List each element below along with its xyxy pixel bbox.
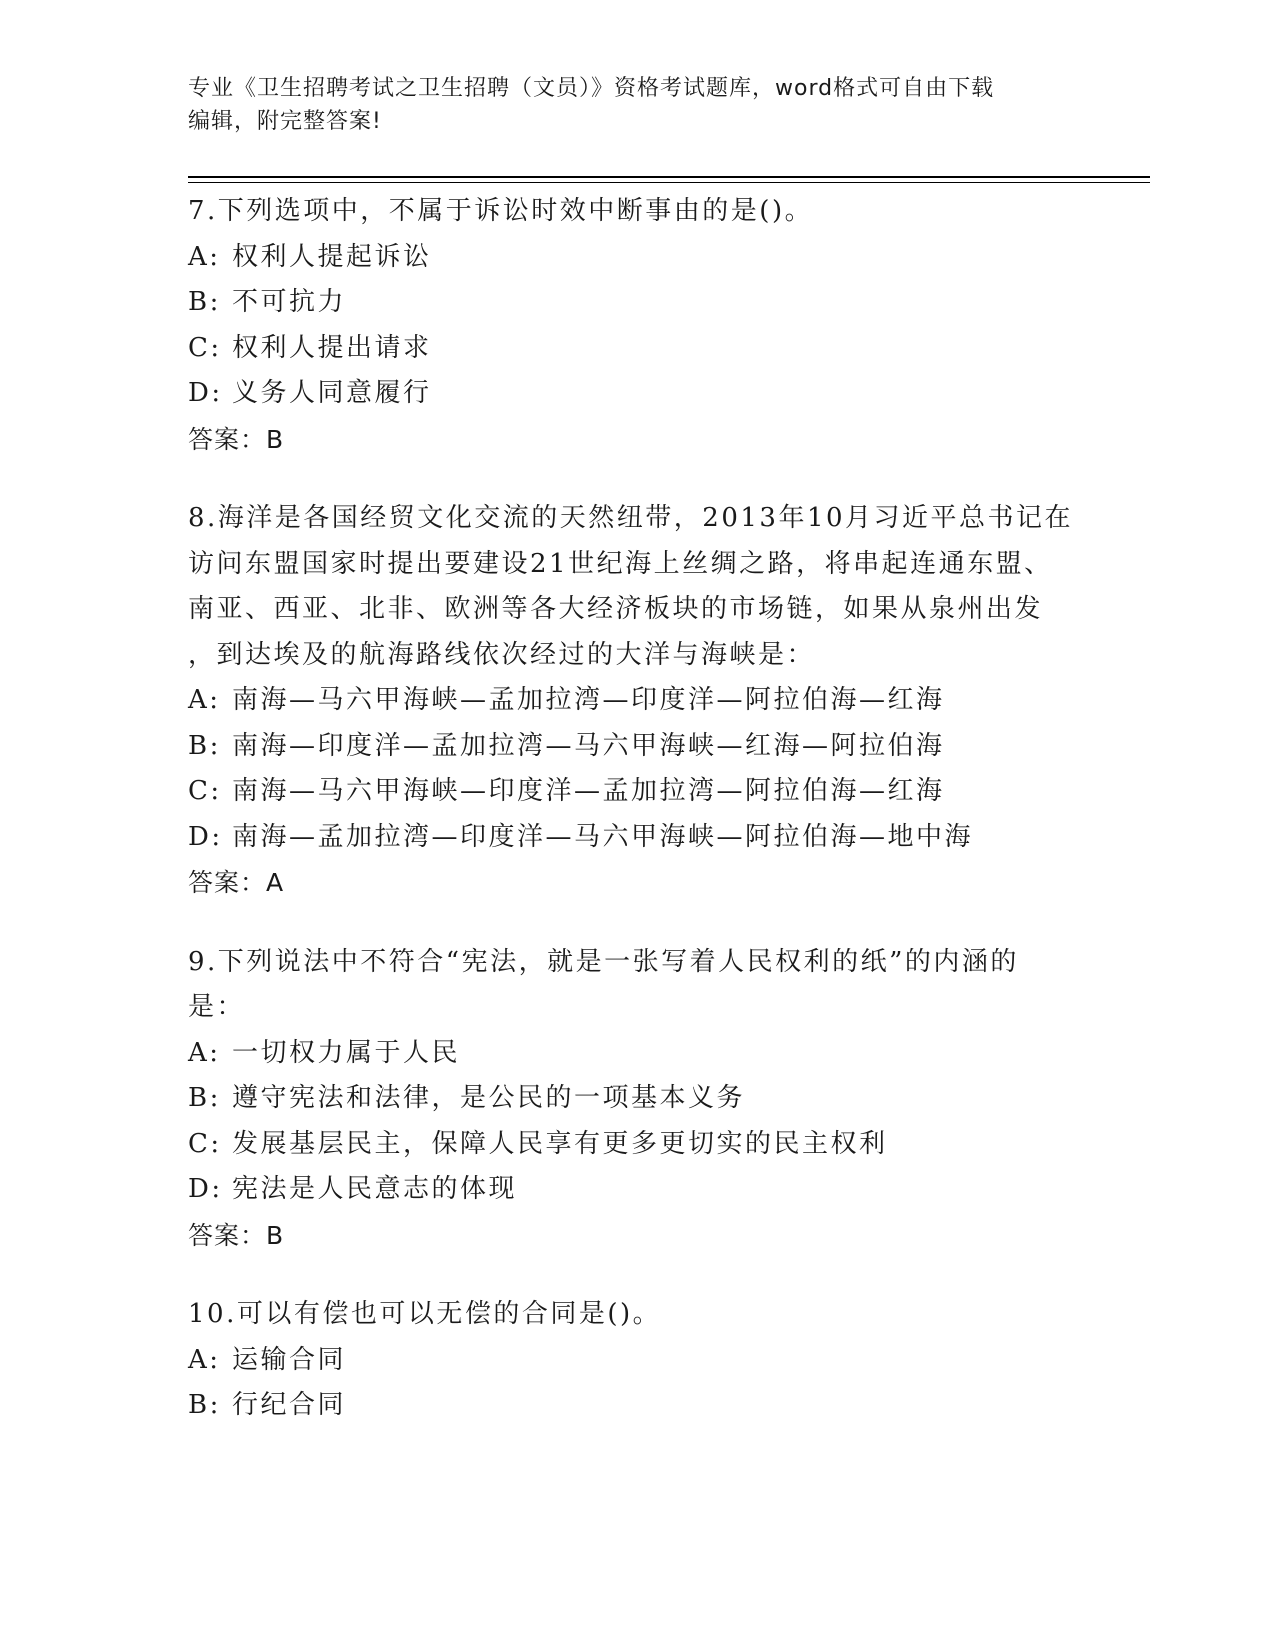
option-text: 南海—印度洋—孟加拉湾—马六甲海峡—红海—阿拉伯海 <box>232 730 945 761</box>
option-text: 权利人提起诉讼 <box>232 241 432 272</box>
option-text: 南海—马六甲海峡—印度洋—孟加拉湾—阿拉伯海—红海 <box>232 776 945 806</box>
option-letter: B: <box>188 287 221 317</box>
option-letter: A: <box>188 1344 221 1375</box>
question-stem: ，到达埃及的航海路线依次经过的大洋与海峡是： <box>188 639 816 670</box>
option-a <box>188 235 1088 281</box>
option-b <box>188 1076 1088 1122</box>
question-stem: 访问东盟国家时提出要建设21世纪海上丝绸之路，将串起连通东盟、 <box>188 548 1053 579</box>
header-line-1: 专业《卫生招聘考试之卫生招聘（文员）》资格考试题库，word格式可自由下载 <box>188 76 995 101</box>
option-letter: D: <box>188 821 223 852</box>
option-letter: A: <box>188 685 221 715</box>
question-7 <box>188 189 1088 462</box>
option-letter: C: <box>188 776 222 806</box>
answer-line: 答案：A <box>188 868 285 897</box>
option-c <box>188 1122 1088 1168</box>
option-d <box>188 371 1088 417</box>
option-text: 一切权力属于人民 <box>232 1037 461 1068</box>
question-stem: 8.海洋是各国经贸文化交流的天然纽带，2013年10月习近平总书记在 <box>188 503 1074 533</box>
option-a <box>188 678 1088 724</box>
question-9 <box>188 940 1088 1259</box>
question-stem: 南亚、西亚、北非、欧洲等各大经济板块的市场链，如果从泉州出发 <box>188 594 1044 624</box>
question-8 <box>188 496 1088 906</box>
option-letter: B: <box>188 1083 221 1113</box>
option-text: 遵守宪法和法律，是公民的一项基本义务 <box>232 1083 746 1113</box>
option-text: 南海—马六甲海峡—孟加拉湾—印度洋—阿拉伯海—红海 <box>232 685 945 715</box>
answer-line: 答案：B <box>188 424 285 454</box>
option-text: 行纪合同 <box>232 1390 347 1420</box>
question-stem: 10.可以有偿也可以无偿的合同是()。 <box>188 1299 662 1329</box>
header-divider-thick <box>188 176 1150 178</box>
option-letter: A: <box>188 241 221 272</box>
option-letter: D: <box>188 1174 223 1204</box>
option-d <box>188 815 1088 861</box>
option-text: 义务人同意履行 <box>232 378 432 408</box>
option-text: 南海—孟加拉湾—印度洋—马六甲海峡—阿拉伯海—地中海 <box>232 821 974 852</box>
question-10 <box>188 1292 1088 1429</box>
option-b <box>188 280 1088 326</box>
option-text: 权利人提出请求 <box>232 332 432 363</box>
option-a <box>188 1031 1088 1077</box>
question-stem: 9.下列说法中不符合“宪法，就是一张写着人民权利的纸”的内涵的 <box>188 946 1019 977</box>
header-line-2: 编辑，附完整答案! <box>188 109 382 134</box>
option-text: 发展基层民主，保障人民享有更多更切实的民主权利 <box>232 1128 888 1159</box>
option-text: 不可抗力 <box>232 287 347 317</box>
option-text: 运输合同 <box>232 1344 347 1375</box>
question-list <box>188 189 1088 1463</box>
option-letter: A: <box>188 1037 221 1068</box>
header-divider-thin <box>188 182 1150 183</box>
option-letter: D: <box>188 378 223 408</box>
question-stem: 7.下列选项中，不属于诉讼时效中断事由的是()。 <box>188 196 814 226</box>
option-letter: B: <box>188 1390 221 1420</box>
option-c <box>188 326 1088 372</box>
option-b <box>188 724 1088 770</box>
option-a <box>188 1338 1088 1384</box>
option-b <box>188 1383 1088 1429</box>
document-header <box>188 72 1088 138</box>
option-letter: C: <box>188 1128 222 1159</box>
answer-line: 答案：B <box>188 1220 285 1250</box>
option-c <box>188 769 1088 815</box>
question-stem: 是： <box>188 992 246 1022</box>
option-text: 宪法是人民意志的体现 <box>232 1174 518 1204</box>
option-letter: B: <box>188 730 221 761</box>
option-letter: C: <box>188 332 222 363</box>
option-d <box>188 1167 1088 1213</box>
